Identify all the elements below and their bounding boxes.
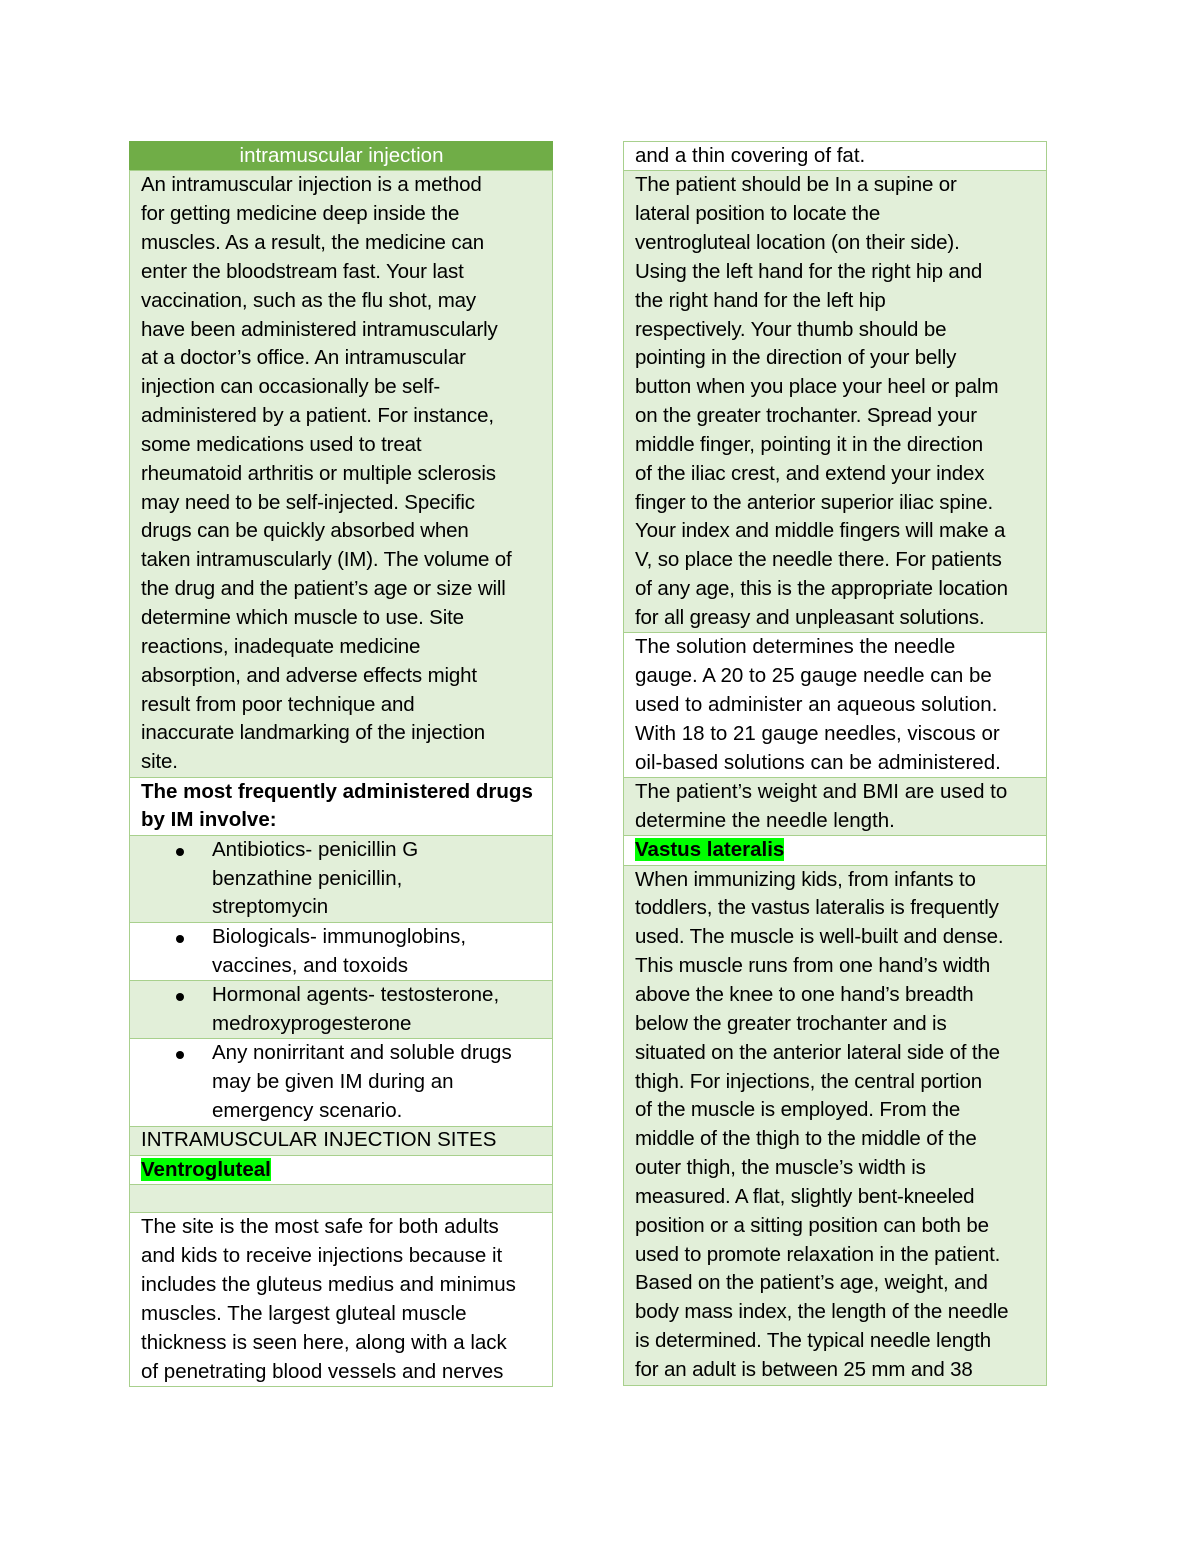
ventrogluteal-paragraph [129, 1212, 553, 1387]
text-line: Biologicals- immunoglobins, [212, 924, 467, 948]
text-line: toddlers, the vastus lateralis is frequently [635, 896, 999, 920]
list-item-biologicals [129, 922, 553, 982]
text-line: finger to the anterior superior iliac spine. [635, 490, 994, 514]
list-item-text [212, 923, 542, 981]
text-line: Your index and middle fingers will make a [635, 519, 1006, 543]
ventrogluteal-label: Ventrogluteal [141, 1157, 271, 1181]
text-line: gauge. A 20 to 25 gauge needle can be [635, 664, 992, 688]
position-paragraph [623, 170, 1047, 634]
text-line: injection can occasionally be self- [141, 375, 440, 399]
text-line: of the muscle is employed. From the [635, 1098, 961, 1122]
text-line: is determined. The typical needle length [635, 1329, 992, 1353]
list-item-text [212, 836, 542, 923]
text-line: body mass index, the length of the needle [635, 1300, 1009, 1324]
text-line: used. The muscle is well-built and dense. [635, 925, 1004, 949]
text-line: oil-based solutions can be administered. [635, 750, 1001, 774]
text-line: vaccination, such as the flu shot, may [141, 288, 477, 312]
text-line: absorption, and adverse effects might [141, 663, 477, 687]
text-line: The patient should be In a supine or [635, 173, 957, 197]
text-line: on the greater trochanter. Spread your [635, 404, 977, 428]
text-line: With 18 to 21 gauge needles, viscous or [635, 721, 1000, 745]
text-line: measured. A flat, slightly bent-kneeled [635, 1184, 975, 1208]
text-line: lateral position to locate the [635, 202, 881, 226]
continued-text: and a thin covering of fat. [635, 144, 866, 167]
list-item-antibiotics [129, 835, 553, 924]
text-line: rheumatoid arthritis or multiple sclerosis [141, 461, 496, 485]
sites-heading-text: INTRAMUSCULAR INJECTION SITES [141, 1128, 497, 1152]
text-line: position or a sitting position can both be [635, 1213, 989, 1237]
ventrogluteal-heading [129, 1155, 553, 1186]
text-line: V, so place the needle there. For patients [635, 548, 1002, 572]
gauge-paragraph [623, 632, 1047, 778]
list-item-nonirritant [129, 1038, 553, 1127]
text-line: thigh. For injections, the central portion [635, 1069, 982, 1093]
bullet-icon [176, 848, 184, 856]
text-line: the right hand for the left hip [635, 288, 886, 312]
text-line: benzathine penicillin, [212, 866, 403, 890]
text-line: have been administered intramuscularly [141, 317, 498, 341]
text-line: drugs can be quickly absorbed when [141, 519, 469, 543]
continued-row [623, 141, 1047, 172]
text-line: When immunizing kids, from infants to [635, 867, 976, 891]
list-item-text [212, 981, 542, 1039]
text-line: streptomycin [212, 895, 329, 919]
text-line: for an adult is between 25 mm and 38 [635, 1357, 973, 1381]
text-line: may be given IM during an [212, 1070, 454, 1093]
sites-heading [129, 1125, 553, 1156]
text-line: by IM involve: [141, 808, 277, 832]
text-line: used to administer an aqueous solution. [635, 693, 998, 717]
text-line: taken intramuscularly (IM). The volume of [141, 548, 512, 572]
text-line: result from poor technique and [141, 692, 415, 716]
drugs-heading [129, 777, 553, 837]
right-column [623, 141, 1047, 1386]
text-line: The solution determines the needle [635, 635, 956, 659]
list-item-hormonal [129, 980, 553, 1040]
text-line: An intramuscular injection is a method [141, 173, 482, 197]
text-line: site. [141, 750, 178, 774]
text-line: above the knee to one hand’s breadth [635, 982, 974, 1006]
text-line: for getting medicine deep inside the [141, 202, 460, 226]
text-line: of any age, this is the appropriate location [635, 577, 1008, 601]
text-line: Any nonirritant and soluble drugs [212, 1041, 512, 1065]
text-line: ventrogluteal location (on their side). [635, 231, 960, 255]
text-line: vaccines, and toxoids [212, 953, 409, 977]
text-line: This muscle runs from one hand’s width [635, 954, 991, 978]
text-line: administered by a patient. For instance, [141, 404, 494, 428]
text-line: middle of the thigh to the middle of the [635, 1127, 977, 1151]
text-line: middle finger, pointing it in the direction [635, 432, 983, 456]
text-line: button when you place your heel or palm [635, 375, 999, 399]
text-line: pointing in the direction of your belly [635, 346, 957, 370]
text-line: reactions, inadequate medicine [141, 634, 421, 658]
text-line: The patient’s weight and BMI are used to [635, 780, 1008, 804]
text-line: of penetrating blood vessels and nerves [141, 1359, 504, 1383]
text-line: outer thigh, the muscle’s width is [635, 1156, 926, 1180]
text-line: The site is the most safe for both adults [141, 1215, 499, 1239]
text-line: of the iliac crest, and extend your index [635, 461, 985, 485]
weight-paragraph [623, 777, 1047, 837]
text-line: The most frequently administered drugs [141, 779, 533, 803]
text-line: enter the bloodstream fast. Your last [141, 259, 464, 283]
text-line: respectively. Your thumb should be [635, 317, 947, 341]
text-line: determine which muscle to use. Site [141, 606, 464, 629]
text-line: includes the gluteus medius and minimus [141, 1273, 516, 1297]
vastus-label: Vastus lateralis [635, 838, 785, 862]
text-line: the drug and the patient’s age or size will [141, 577, 506, 601]
text-line: Based on the patient’s age, weight, and [635, 1271, 988, 1295]
text-line: for all greasy and unpleasant solutions. [635, 606, 985, 629]
text-line: situated on the anterior lateral side of the [635, 1040, 1000, 1064]
text-line: muscles. The largest gluteal muscle [141, 1301, 467, 1325]
intro-paragraph [129, 170, 553, 778]
bullet-icon [176, 1051, 184, 1059]
vastus-paragraph [623, 865, 1047, 1386]
text-line: Using the left hand for the right hip and [635, 259, 983, 283]
text-line: may need to be self-injected. Specific [141, 490, 475, 514]
text-line: emergency scenario. [212, 1098, 403, 1122]
text-line: determine the needle length. [635, 808, 895, 832]
text-line: used to promote relaxation in the patient. [635, 1242, 1001, 1266]
table-header [129, 141, 553, 172]
text-line: below the greater trochanter and is [635, 1011, 947, 1035]
empty-row [129, 1184, 553, 1214]
text-line: at a doctor’s office. An intramuscular [141, 346, 466, 370]
text-line: Antibiotics- penicillin G [212, 837, 419, 861]
text-line: Hormonal agents- testosterone, [212, 982, 500, 1006]
text-line: medroxyprogesterone [212, 1011, 412, 1035]
header-title: intramuscular injection [239, 144, 444, 167]
list-item-text [212, 1039, 542, 1126]
text-line: thickness is seen here, along with a lack [141, 1330, 507, 1354]
text-line: some medications used to treat [141, 432, 422, 456]
bullet-icon [176, 935, 184, 943]
text-line: muscles. As a result, the medicine can [141, 231, 484, 255]
bullet-icon [176, 993, 184, 1001]
vastus-heading [623, 835, 1047, 866]
text-line: and kids to receive injections because it [141, 1244, 503, 1268]
text-line: inaccurate landmarking of the injection [141, 721, 485, 745]
left-column [129, 141, 553, 1387]
